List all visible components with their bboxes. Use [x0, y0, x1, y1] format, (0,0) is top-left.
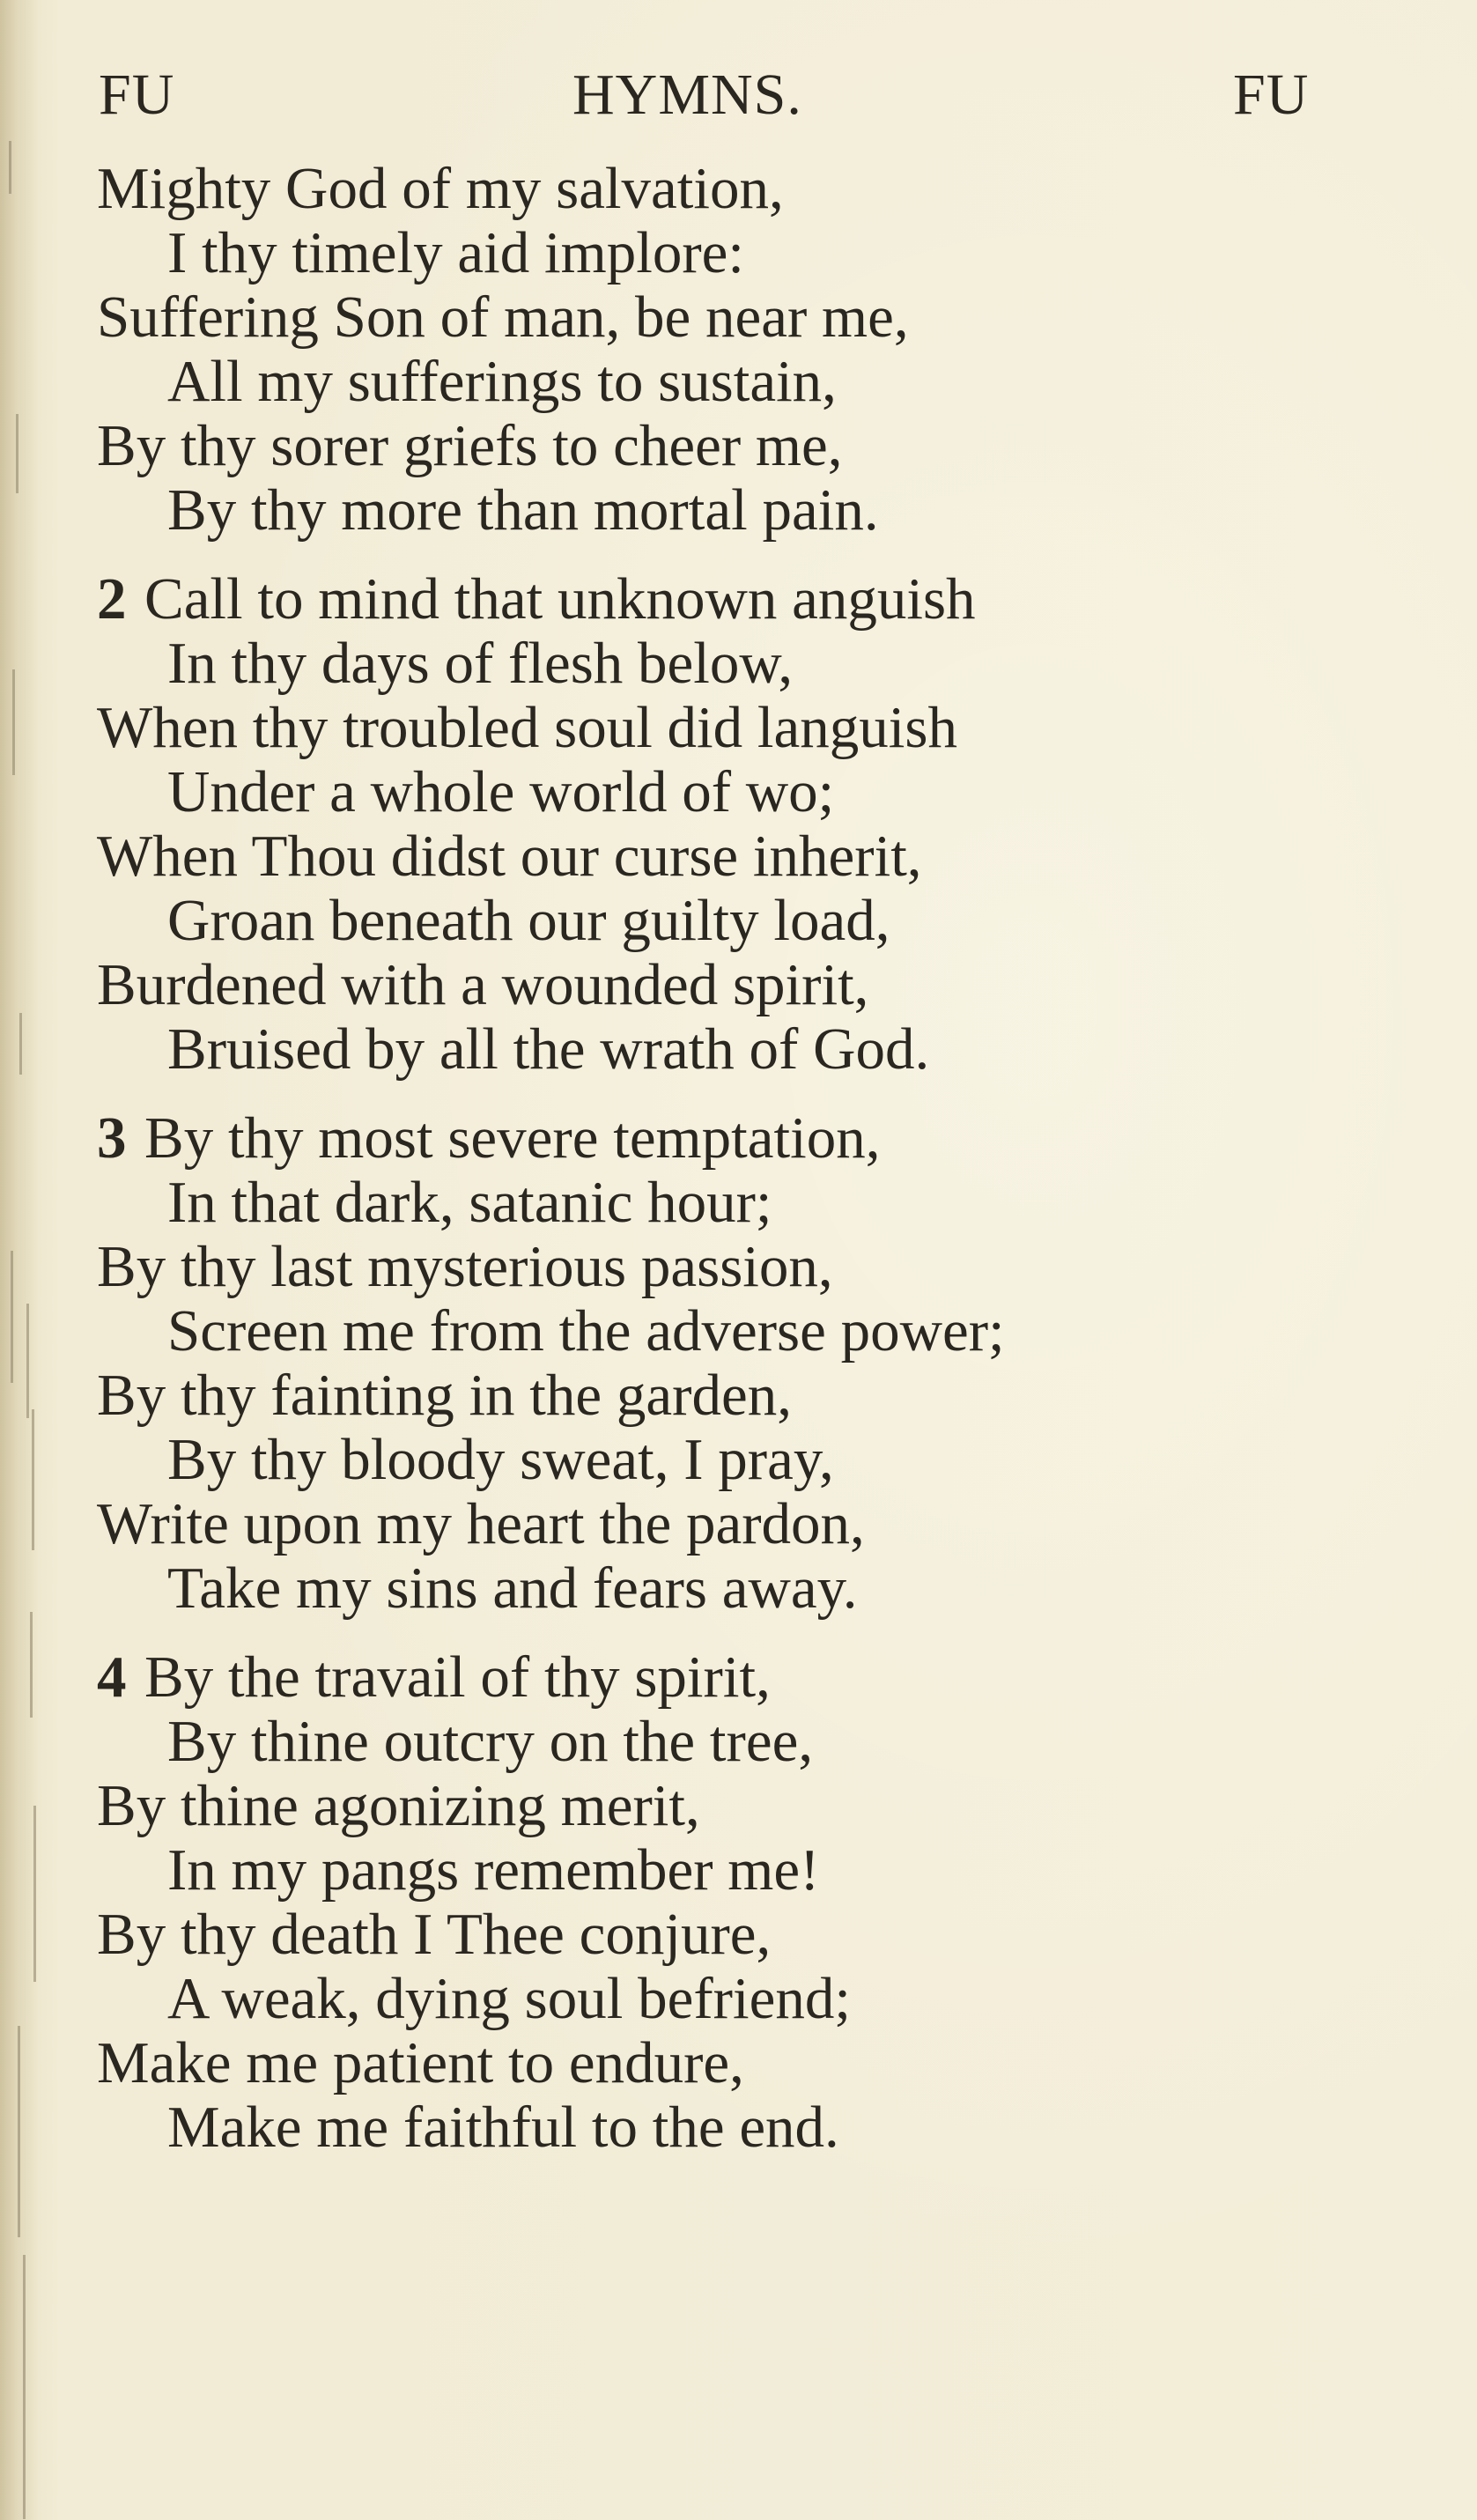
verse-line: By thy sorer griefs to cheer me,: [97, 413, 843, 478]
gutter-mark: [26, 1304, 29, 1418]
header-right-guide-word: FU: [1233, 63, 1310, 127]
verse-line-numbered: [97, 567, 1418, 632]
verse-line: In that dark, satanic hour;: [167, 1170, 772, 1235]
verse-line: Write upon my heart the pardon,: [97, 1491, 865, 1556]
hymn-text: [97, 157, 1418, 2184]
verse-line: By thy bloody sweat, I pray,: [167, 1427, 834, 1492]
page-gutter: [0, 0, 39, 2520]
verse-line: By thy death I Thee conjure,: [97, 1902, 772, 1967]
stanza-1: [97, 157, 1418, 543]
gutter-mark: [33, 1806, 36, 1982]
stanza-number: 3: [97, 1105, 127, 1171]
gutter-mark: [18, 2026, 20, 2237]
verse-line-text: Call to mind that unknown anguish: [144, 566, 976, 632]
verse-line-numbered: [97, 1645, 1418, 1710]
stanza-number: 2: [97, 566, 127, 632]
stanza-number: 4: [97, 1644, 127, 1710]
gutter-mark: [32, 1409, 34, 1550]
stanza-2: [97, 567, 1418, 1082]
header-left-guide-word: FU: [99, 63, 175, 127]
gutter-mark: [19, 1013, 22, 1075]
verse-line: Under a whole world of wo;: [167, 759, 835, 824]
verse-line: Take my sins and fears away.: [167, 1556, 858, 1621]
verse-line: By thine agonizing merit,: [97, 1773, 700, 1838]
verse-line: Burdened with a wounded spirit,: [97, 952, 869, 1017]
verse-line: By thine outcry on the tree,: [167, 1709, 814, 1774]
gutter-mark: [9, 141, 11, 194]
verse-line: In my pangs remember me!: [167, 1837, 820, 1903]
verse-line: I thy timely aid implore:: [167, 220, 744, 285]
verse-line-numbered: [97, 1106, 1418, 1171]
gutter-mark: [30, 1612, 33, 1718]
verse-line: Suffering Son of man, be near me,: [97, 285, 909, 350]
verse-line: When Thou didst our curse inherit,: [97, 824, 922, 889]
header-title: HYMNS.: [572, 63, 802, 127]
verse-line: Make me faithful to the end.: [167, 2095, 839, 2160]
verse-line: Screen me from the adverse power;: [167, 1298, 1005, 1363]
gutter-mark: [23, 2255, 26, 2519]
verse-line: In thy days of flesh below,: [167, 631, 794, 696]
verse-line: Make me patient to endure,: [97, 2030, 744, 2095]
verse-line: By thy fainting in the garden,: [97, 1363, 792, 1428]
stanza-4: [97, 1645, 1418, 2160]
verse-line-text: By thy most severe temptation,: [144, 1105, 881, 1171]
verse-line: When thy troubled soul did languish: [97, 695, 957, 760]
verse-line: Groan beneath our guilty load,: [167, 888, 890, 953]
gutter-mark: [16, 414, 18, 493]
verse-line: Mighty God of my salvation,: [97, 156, 784, 221]
verse-line-text: By the travail of thy spirit,: [144, 1644, 771, 1710]
verse-line: By thy last mysterious passion,: [97, 1234, 833, 1299]
stanza-3: [97, 1106, 1418, 1621]
verse-line: A weak, dying soul befriend;: [167, 1966, 851, 2031]
verse-line: All my sufferings to sustain,: [167, 349, 837, 414]
gutter-mark: [11, 1251, 13, 1383]
gutter-mark: [12, 669, 15, 775]
verse-line: Bruised by all the wrath of God.: [167, 1016, 930, 1082]
running-header: [0, 62, 1477, 132]
verse-line: By thy more than mortal pain.: [167, 477, 879, 543]
